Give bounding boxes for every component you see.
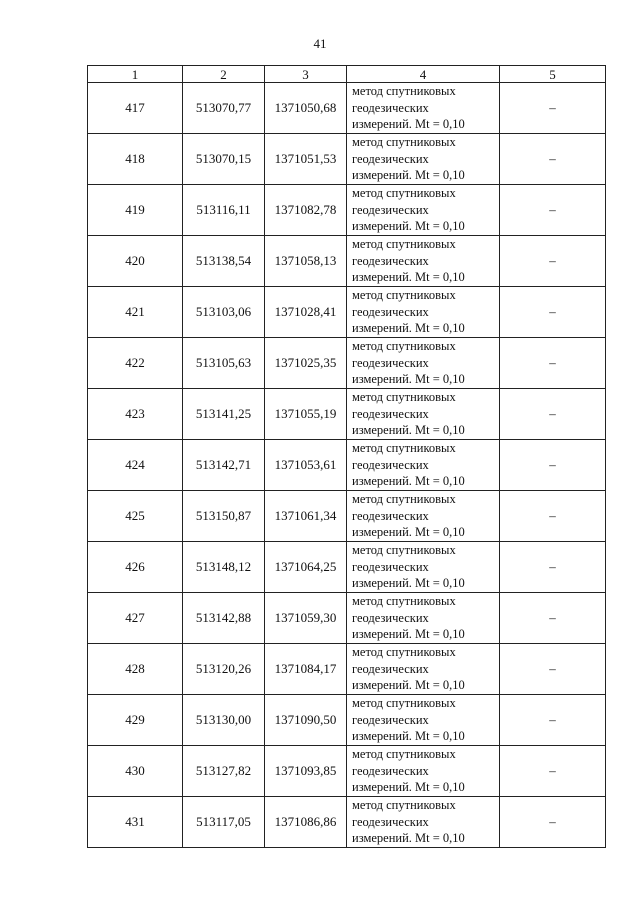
x-coordinate-cell: 513141,25: [183, 389, 265, 440]
column-header-4: 4: [347, 66, 500, 83]
note-cell: –: [500, 236, 606, 287]
method-cell: [347, 83, 500, 134]
y-coordinate-cell: 1371090,50: [265, 695, 347, 746]
point-number-cell: 418: [88, 134, 183, 185]
method-text-line: геодезических: [352, 202, 429, 217]
y-coordinate-cell: 1371064,25: [265, 542, 347, 593]
method-text-line: измерений. Mt = 0,10: [352, 117, 465, 132]
y-coordinate-cell: 1371061,34: [265, 491, 347, 542]
method-cell: [347, 134, 500, 185]
point-number-cell: 429: [88, 695, 183, 746]
point-number-cell: 421: [88, 287, 183, 338]
method-text-line: геодезических: [352, 508, 429, 523]
page-number: 41: [313, 36, 327, 51]
method-text-line: метод спутниковых: [352, 339, 456, 354]
method-cell: [347, 185, 500, 236]
method-text-line: метод спутниковых: [352, 237, 456, 252]
method-text-line: измерений. Mt = 0,10: [352, 168, 465, 183]
method-text-line: метод спутниковых: [352, 84, 456, 99]
method-text-line: геодезических: [352, 763, 429, 778]
table-row: [88, 542, 606, 593]
method-cell: [347, 338, 500, 389]
method-text-line: геодезических: [352, 253, 429, 268]
method-cell: [347, 746, 500, 797]
method-cell: [347, 287, 500, 338]
point-number-cell: 423: [88, 389, 183, 440]
table-row: [88, 134, 606, 185]
x-coordinate-cell: 513116,11: [183, 185, 265, 236]
point-number-cell: 431: [88, 797, 183, 848]
method-text-line: геодезических: [352, 457, 429, 472]
y-coordinate-cell: 1371084,17: [265, 644, 347, 695]
table-row: [88, 746, 606, 797]
note-cell: –: [500, 491, 606, 542]
x-coordinate-cell: 513105,63: [183, 338, 265, 389]
method-text-line: геодезических: [352, 661, 429, 676]
table-row: [88, 287, 606, 338]
point-number-cell: 417: [88, 83, 183, 134]
x-coordinate-cell: 513150,87: [183, 491, 265, 542]
method-text-line: метод спутниковых: [352, 135, 456, 150]
method-text-line: геодезических: [352, 712, 429, 727]
y-coordinate-cell: 1371082,78: [265, 185, 347, 236]
method-text-line: метод спутниковых: [352, 390, 456, 405]
note-cell: –: [500, 542, 606, 593]
note-cell: –: [500, 134, 606, 185]
method-text-line: измерений. Mt = 0,10: [352, 729, 465, 744]
method-text-line: геодезических: [352, 814, 429, 829]
method-text-line: измерений. Mt = 0,10: [352, 525, 465, 540]
point-number-cell: 425: [88, 491, 183, 542]
coordinates-table: [87, 65, 606, 848]
x-coordinate-cell: 513148,12: [183, 542, 265, 593]
point-number-cell: 430: [88, 746, 183, 797]
point-number-cell: 419: [88, 185, 183, 236]
table-row: [88, 338, 606, 389]
method-text-line: измерений. Mt = 0,10: [352, 831, 465, 846]
method-cell: [347, 542, 500, 593]
note-cell: –: [500, 83, 606, 134]
note-cell: –: [500, 797, 606, 848]
y-coordinate-cell: 1371093,85: [265, 746, 347, 797]
y-coordinate-cell: 1371051,53: [265, 134, 347, 185]
column-header-2: 2: [183, 66, 265, 83]
note-cell: –: [500, 593, 606, 644]
method-text-line: метод спутниковых: [352, 186, 456, 201]
note-cell: –: [500, 185, 606, 236]
method-text-line: измерений. Mt = 0,10: [352, 372, 465, 387]
y-coordinate-cell: 1371028,41: [265, 287, 347, 338]
method-text-line: метод спутниковых: [352, 288, 456, 303]
table-row: [88, 695, 606, 746]
method-cell: [347, 644, 500, 695]
y-coordinate-cell: 1371050,68: [265, 83, 347, 134]
column-header-3: 3: [265, 66, 347, 83]
method-text-line: геодезических: [352, 355, 429, 370]
method-text-line: измерений. Mt = 0,10: [352, 627, 465, 642]
note-cell: –: [500, 644, 606, 695]
note-cell: –: [500, 287, 606, 338]
y-coordinate-cell: 1371059,30: [265, 593, 347, 644]
x-coordinate-cell: 513120,26: [183, 644, 265, 695]
method-text-line: геодезических: [352, 151, 429, 166]
method-text-line: измерений. Mt = 0,10: [352, 270, 465, 285]
method-text-line: геодезических: [352, 406, 429, 421]
note-cell: –: [500, 389, 606, 440]
method-text-line: измерений. Mt = 0,10: [352, 780, 465, 795]
point-number-cell: 422: [88, 338, 183, 389]
table-row: [88, 644, 606, 695]
method-cell: [347, 797, 500, 848]
table-row: [88, 185, 606, 236]
method-text-line: измерений. Mt = 0,10: [352, 474, 465, 489]
method-text-line: геодезических: [352, 304, 429, 319]
method-text-line: метод спутниковых: [352, 543, 456, 558]
method-text-line: метод спутниковых: [352, 798, 456, 813]
method-text-line: геодезических: [352, 100, 429, 115]
method-text-line: метод спутниковых: [352, 441, 456, 456]
point-number-cell: 426: [88, 542, 183, 593]
method-cell: [347, 593, 500, 644]
x-coordinate-cell: 513130,00: [183, 695, 265, 746]
x-coordinate-cell: 513117,05: [183, 797, 265, 848]
y-coordinate-cell: 1371053,61: [265, 440, 347, 491]
method-text-line: измерений. Mt = 0,10: [352, 678, 465, 693]
x-coordinate-cell: 513142,71: [183, 440, 265, 491]
y-coordinate-cell: 1371058,13: [265, 236, 347, 287]
method-text-line: метод спутниковых: [352, 492, 456, 507]
table-row: [88, 797, 606, 848]
note-cell: –: [500, 440, 606, 491]
table-row: [88, 491, 606, 542]
method-text-line: метод спутниковых: [352, 747, 456, 762]
method-text-line: геодезических: [352, 559, 429, 574]
method-text-line: измерений. Mt = 0,10: [352, 423, 465, 438]
method-cell: [347, 491, 500, 542]
method-text-line: метод спутниковых: [352, 645, 456, 660]
table-row: [88, 389, 606, 440]
point-number-cell: 424: [88, 440, 183, 491]
column-header-5: 5: [500, 66, 606, 83]
x-coordinate-cell: 513138,54: [183, 236, 265, 287]
x-coordinate-cell: 513103,06: [183, 287, 265, 338]
note-cell: –: [500, 338, 606, 389]
method-cell: [347, 389, 500, 440]
table-row: [88, 83, 606, 134]
x-coordinate-cell: 513127,82: [183, 746, 265, 797]
y-coordinate-cell: 1371086,86: [265, 797, 347, 848]
method-text-line: измерений. Mt = 0,10: [352, 321, 465, 336]
x-coordinate-cell: 513142,88: [183, 593, 265, 644]
y-coordinate-cell: 1371055,19: [265, 389, 347, 440]
point-number-cell: 428: [88, 644, 183, 695]
method-text-line: метод спутниковых: [352, 594, 456, 609]
method-text-line: измерений. Mt = 0,10: [352, 219, 465, 234]
table-row: [88, 236, 606, 287]
x-coordinate-cell: 513070,15: [183, 134, 265, 185]
method-cell: [347, 236, 500, 287]
column-header-1: 1: [88, 66, 183, 83]
point-number-cell: 427: [88, 593, 183, 644]
method-text-line: геодезических: [352, 610, 429, 625]
table-body: [88, 83, 606, 848]
method-text-line: измерений. Mt = 0,10: [352, 576, 465, 591]
table-header: [88, 66, 606, 83]
method-cell: [347, 695, 500, 746]
x-coordinate-cell: 513070,77: [183, 83, 265, 134]
method-text-line: метод спутниковых: [352, 696, 456, 711]
note-cell: –: [500, 695, 606, 746]
method-cell: [347, 440, 500, 491]
header-row: [88, 66, 606, 83]
table-row: [88, 593, 606, 644]
y-coordinate-cell: 1371025,35: [265, 338, 347, 389]
table-row: [88, 440, 606, 491]
point-number-cell: 420: [88, 236, 183, 287]
note-cell: –: [500, 746, 606, 797]
